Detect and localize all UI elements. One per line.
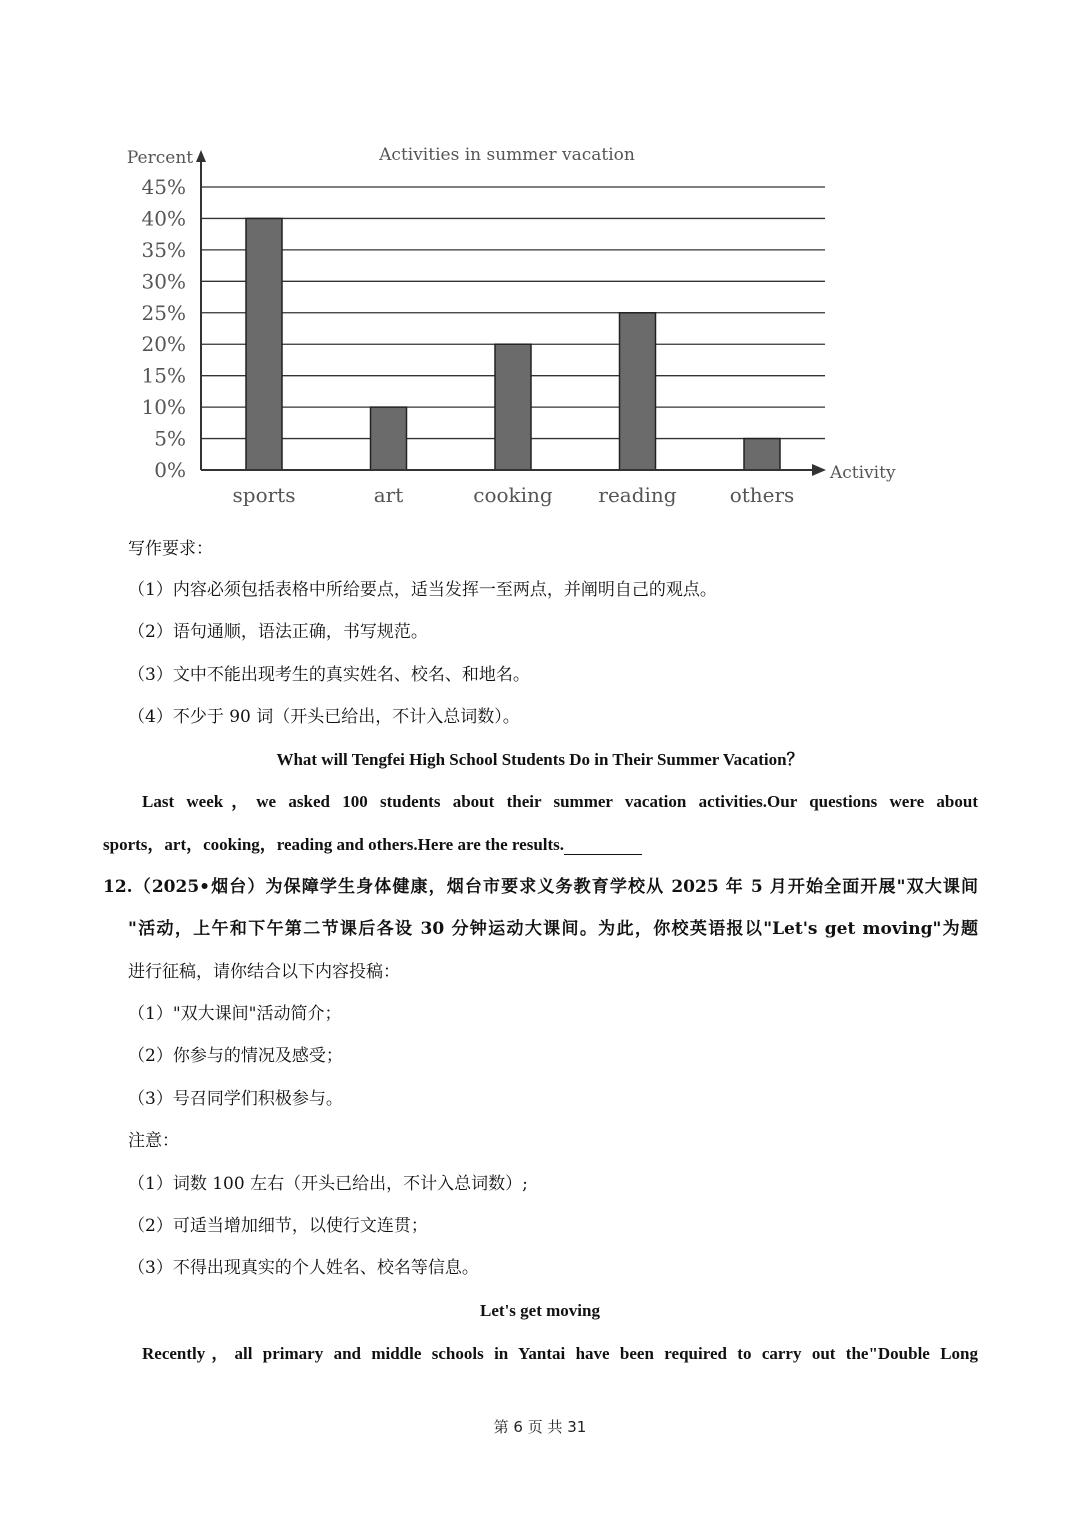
note-item-1: （1）词数 100 左右（开头已给出，不计入总词数）; (128, 1174, 528, 1194)
answer-blank[interactable] (564, 836, 642, 855)
bar-others (744, 439, 780, 470)
page-footer: 第 6 页 共 31 (493, 1418, 587, 1436)
content-item-1: （1）"双大课间"活动简介； (128, 1004, 342, 1024)
note-item-2: （2）可适当增加细节，以使行文连贯； (128, 1216, 428, 1236)
bar-cooking (495, 344, 531, 470)
x-tick-label-art: art (373, 483, 404, 507)
bar-chart (0, 0, 1080, 520)
y-tick-label: 35% (141, 237, 186, 262)
requirement-item-3: （3）文中不能出现考生的真实姓名、校名、和地名。 (128, 665, 530, 685)
writing-requirements-heading: 写作要求： (128, 539, 213, 559)
y-tick-label: 10% (141, 395, 186, 420)
note-item-3: （3）不得出现真实的个人姓名、校名等信息。 (128, 1258, 479, 1278)
requirement-item-4: （4）不少于 90 词（开头已给出，不计入总词数）。 (128, 707, 520, 727)
note-heading: 注意： (128, 1131, 179, 1151)
x-tick-label-reading: reading (598, 483, 677, 507)
y-tick-label: 45% (141, 175, 186, 199)
x-axis-label: Activity (830, 463, 896, 483)
chart-x-tick-labels (233, 483, 795, 507)
content-item-2: （2）你参与的情况及感受； (128, 1046, 343, 1066)
x-tick-label-others: others (729, 483, 795, 507)
x-tick-label-sports: sports (232, 483, 296, 507)
y-tick-label: 25% (141, 300, 186, 325)
essay1-line-2 (103, 834, 642, 856)
y-axis-label: Percent (126, 148, 194, 168)
y-axis-arrow (196, 150, 206, 162)
question12-line-2: "活动，上午和下午第二节课后各设 30 分钟运动大课间。为此，你校英语报以"Let's get moving"为题 (128, 919, 978, 939)
essay2-title: Let's get moving (480, 1301, 600, 1320)
requirement-item-2: （2）语句通顺，语法正确，书写规范。 (128, 622, 428, 642)
question12-line-1: 12.（2025•烟台）为保障学生身体健康，烟台市要求义务教育学校从 2025 年 5 月开始全面开展"双大课间 (103, 877, 978, 897)
essay1-title: What will Tengfei High School Students Do in Their Summer Vacation？ (276, 750, 804, 769)
essay1-line-1: Last week，we asked 100 students about their summer vacation activities.Our questions were about (142, 792, 978, 811)
y-tick-label: 40% (141, 206, 186, 231)
essay1-line-2-text: sports，art，cooking，reading and others.Here are the results. (103, 835, 565, 854)
bar-sports (246, 218, 282, 470)
y-tick-label: 0% (154, 458, 186, 482)
essay2-start: Recently，all primary and middle schools in Yantai have been required to carry out the"Double Long (142, 1344, 978, 1363)
bar-reading (620, 313, 656, 470)
question12-line-3: 进行征稿，请你结合以下内容投稿： (128, 962, 400, 982)
y-tick-label: 20% (141, 332, 186, 357)
bar-art (371, 407, 407, 470)
x-axis-arrow (812, 464, 826, 476)
x-tick-label-cooking: cooking (473, 483, 553, 507)
requirement-item-1: （1）内容必须包括表格中所给要点，适当发挥一至两点，并阐明自己的观点。 (128, 580, 717, 600)
chart-y-tick-labels (142, 175, 186, 482)
y-tick-label: 15% (141, 363, 186, 388)
content-item-3: （3）号召同学们积极参与。 (128, 1089, 343, 1109)
chart-title: Activities in summer vacation (379, 145, 635, 165)
y-tick-label: 5% (154, 426, 186, 451)
y-tick-label: 30% (141, 269, 186, 294)
